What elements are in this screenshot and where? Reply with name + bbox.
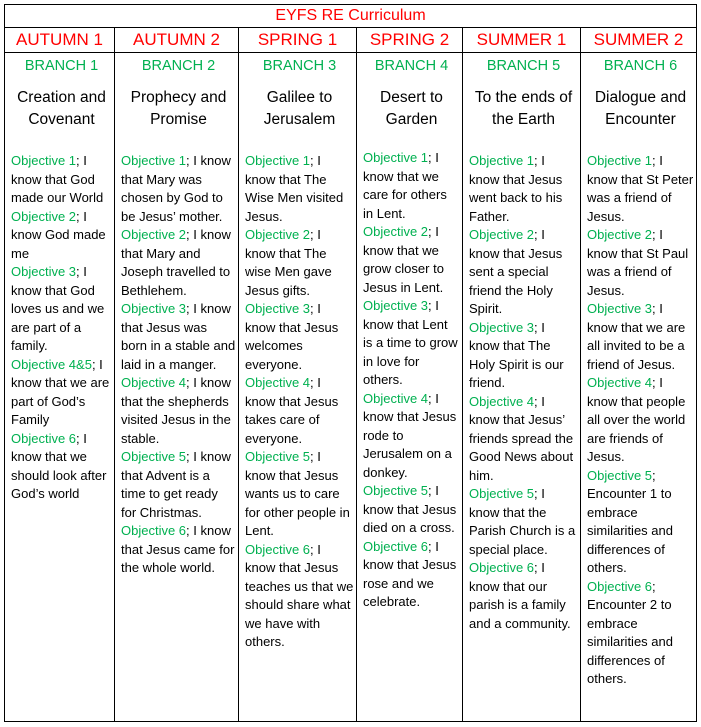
theme-title: Galilee to Jerusalem bbox=[263, 89, 336, 128]
objective-text: ; I know that people all over the world are friends of Jesus. bbox=[587, 375, 686, 464]
objective-label: Objective 6 bbox=[11, 430, 77, 446]
objective-item bbox=[587, 374, 694, 467]
objective-text: ; I know that Jesus died on a cross. bbox=[363, 483, 457, 535]
objective-text: ; I know that Mary and Joseph travelled to Bethlehem. bbox=[121, 227, 231, 298]
term-header: SPRING 1 bbox=[239, 28, 357, 53]
term-column bbox=[5, 53, 115, 722]
objective-item bbox=[469, 226, 578, 319]
objective-item bbox=[245, 226, 354, 300]
objective-text: ; I know that Jesus wants us to care for other people in Lent. bbox=[245, 449, 350, 538]
objective-label: Objective 1 bbox=[587, 153, 653, 168]
objective-label: Objective 3 bbox=[587, 301, 653, 316]
objective-text: ; I know that the Parish Church is a special place. bbox=[469, 486, 576, 557]
objective-item bbox=[245, 300, 354, 374]
curriculum-table bbox=[4, 4, 697, 722]
objective-text: ; I know that Jesus went back to his Father. bbox=[469, 153, 563, 224]
objectives-list bbox=[469, 152, 578, 633]
objective-item bbox=[587, 152, 694, 226]
objective-label: Objective 3 bbox=[121, 301, 187, 316]
objective-label: Objective 1 bbox=[11, 153, 77, 168]
objective-label: Objective 5 bbox=[469, 486, 535, 501]
objective-item bbox=[121, 448, 236, 522]
objective-label: Objective 2 bbox=[363, 224, 429, 239]
objective-item bbox=[587, 226, 694, 300]
objective-text: ; I know that Jesus was born in a stable and laid in a manger. bbox=[121, 301, 236, 372]
objective-item bbox=[363, 297, 460, 390]
objective-label: Objective 4 bbox=[469, 393, 535, 409]
objective-item bbox=[363, 482, 460, 538]
curriculum-document bbox=[4, 4, 696, 722]
objective-label: Objective 5 bbox=[121, 449, 187, 464]
objective-item bbox=[363, 538, 460, 612]
objective-item bbox=[121, 300, 236, 374]
branch-label: BRANCH 4 bbox=[374, 58, 449, 74]
term-header: SPRING 2 bbox=[357, 28, 463, 53]
objective-label: Objective 3 bbox=[363, 298, 429, 313]
objective-label: Objective 2 bbox=[121, 227, 187, 242]
objective-text: ; I know that St Peter was a friend of Jesus. bbox=[587, 153, 694, 224]
objective-text: ; I know God made me bbox=[11, 208, 106, 261]
objectives-list bbox=[363, 149, 460, 612]
objective-item bbox=[587, 578, 694, 689]
objective-text: ; I know that God loves us and we are part of a family. bbox=[11, 264, 105, 353]
branch-label: BRANCH 2 bbox=[141, 58, 216, 74]
objective-text: ; I know that we grow closer to Jesus in Lent. bbox=[363, 224, 444, 295]
objective-item bbox=[469, 393, 578, 486]
objective-item bbox=[121, 522, 236, 578]
objective-item bbox=[363, 390, 460, 483]
objective-text: ; I know that The wise Men gave Jesus gifts. bbox=[245, 227, 332, 298]
objectives-list bbox=[245, 152, 354, 652]
objective-label: Objective 6 bbox=[245, 541, 311, 557]
objective-text: ; I know that we should look after God’s world bbox=[11, 430, 107, 501]
branch-label: BRANCH 1 bbox=[24, 58, 99, 74]
objective-item bbox=[363, 149, 460, 223]
content-row bbox=[5, 53, 697, 722]
objective-label: Objective 1 bbox=[245, 153, 311, 168]
objective-text: ; Encounter 1 to embrace similarities and differences of others. bbox=[587, 467, 673, 575]
objective-item bbox=[245, 541, 354, 652]
term-header: SUMMER 2 bbox=[581, 28, 697, 53]
objective-item bbox=[11, 208, 112, 264]
objective-text: ; I know that God made our World bbox=[11, 153, 104, 205]
objective-item bbox=[11, 430, 112, 504]
objective-item bbox=[121, 374, 236, 448]
objective-label: Objective 1 bbox=[469, 153, 535, 168]
term-column bbox=[463, 53, 581, 722]
objective-text: ; I know that Jesus’ friends spread the Good News about him. bbox=[469, 393, 574, 483]
objective-label: Objective 2 bbox=[587, 227, 653, 242]
objective-item bbox=[469, 559, 578, 633]
objective-item bbox=[469, 485, 578, 559]
objectives-list bbox=[11, 152, 112, 504]
objective-label: Objective 4&5 bbox=[11, 356, 92, 372]
objective-label: Objective 4 bbox=[363, 390, 429, 406]
theme-title: Prophecy and Promise bbox=[130, 89, 227, 128]
objective-text: ; I know that Jesus rode to Jerusalem on a donkey. bbox=[363, 390, 457, 480]
objective-text: ; I know that Jesus came for the whole world. bbox=[121, 523, 235, 575]
objective-text: ; I know that Jesus rose and we celebrate. bbox=[363, 538, 457, 609]
objective-label: Objective 4 bbox=[121, 375, 187, 390]
objective-label: Objective 1 bbox=[363, 150, 429, 165]
term-header: SUMMER 1 bbox=[463, 28, 581, 53]
objective-text: ; I know that Jesus sent a special friend the Holy Spirit. bbox=[469, 227, 563, 316]
objective-text: ; I know that we are part of God’s Family bbox=[11, 356, 110, 427]
objective-text: ; I know that The Holy Spirit is our friend. bbox=[469, 319, 564, 390]
objective-item bbox=[587, 300, 694, 374]
objective-label: Objective 2 bbox=[11, 208, 77, 224]
objective-text: ; I know that we are all invited to be a friend of Jesus. bbox=[587, 301, 686, 372]
objective-text: ; I know that The Wise Men visited Jesus. bbox=[245, 153, 344, 224]
objective-text: ; I know that Jesus takes care of everyone. bbox=[245, 375, 339, 446]
objective-label: Objective 5 bbox=[587, 467, 653, 483]
objective-label: Objective 2 bbox=[469, 227, 535, 242]
objective-text: ; I know that Jesus welcomes everyone. bbox=[245, 301, 339, 372]
theme-title: To the ends of the Earth bbox=[474, 89, 573, 128]
objective-label: Objective 2 bbox=[245, 227, 311, 242]
objective-text: ; I know that Advent is a time to get ready for Christmas. bbox=[121, 449, 231, 520]
objective-item bbox=[11, 152, 112, 208]
objective-item bbox=[469, 319, 578, 393]
objective-item bbox=[363, 223, 460, 297]
objective-label: Objective 3 bbox=[245, 301, 311, 316]
objectives-list bbox=[587, 152, 694, 689]
objective-text: ; I know that St Paul was a friend of Jesus. bbox=[587, 227, 689, 298]
objective-text: ; I know that Jesus teaches us that we should share what we have with others. bbox=[245, 541, 354, 649]
objective-item bbox=[469, 152, 578, 226]
branch-label: BRANCH 5 bbox=[486, 58, 561, 74]
objective-item bbox=[121, 152, 236, 226]
objective-label: Objective 3 bbox=[11, 264, 77, 279]
title-row bbox=[5, 5, 697, 28]
objectives-list bbox=[121, 152, 236, 578]
objective-item bbox=[245, 374, 354, 448]
objective-label: Objective 5 bbox=[245, 449, 311, 464]
objective-text: ; I know that Lent is a time to grow in love for others. bbox=[363, 298, 458, 387]
objective-item bbox=[587, 467, 694, 578]
term-column bbox=[581, 53, 697, 722]
objective-text: ; I know that our parish is a family and a community. bbox=[469, 560, 571, 631]
term-column bbox=[115, 53, 239, 722]
table-title: EYFS RE Curriculum bbox=[5, 5, 697, 28]
theme-title: Desert to Garden bbox=[380, 89, 443, 128]
objective-label: Objective 4 bbox=[587, 375, 653, 390]
objective-text: ; I know that the shepherds visited Jesus in the stable. bbox=[121, 375, 231, 446]
term-column bbox=[239, 53, 357, 722]
objective-label: Objective 3 bbox=[469, 319, 535, 335]
theme-title: Dialogue and Encounter bbox=[594, 89, 687, 128]
objective-item bbox=[11, 356, 112, 430]
objective-label: Objective 6 bbox=[363, 538, 429, 554]
branch-label: BRANCH 6 bbox=[603, 58, 678, 74]
term-header: AUTUMN 2 bbox=[115, 28, 239, 53]
objective-label: Objective 5 bbox=[363, 483, 429, 498]
objective-label: Objective 1 bbox=[121, 153, 187, 168]
objective-label: Objective 6 bbox=[469, 560, 535, 575]
objective-text: ; I know that we care for others in Lent. bbox=[363, 150, 447, 221]
theme-title: Creation and Covenant bbox=[17, 89, 106, 128]
term-row bbox=[5, 28, 697, 53]
objective-text: ; Encounter 2 to embrace similarities and differences of others. bbox=[587, 578, 673, 686]
objective-text: ; I know that Mary was chosen by God to be Jesus’ mother. bbox=[121, 153, 231, 224]
objective-label: Objective 6 bbox=[587, 578, 653, 594]
term-column bbox=[357, 53, 463, 722]
objective-item bbox=[11, 263, 112, 356]
objective-item bbox=[245, 448, 354, 541]
objective-label: Objective 4 bbox=[245, 375, 311, 390]
objective-label: Objective 6 bbox=[121, 523, 187, 538]
term-header: AUTUMN 1 bbox=[5, 28, 115, 53]
objective-item bbox=[245, 152, 354, 226]
objective-item bbox=[121, 226, 236, 300]
branch-label: BRANCH 3 bbox=[262, 58, 337, 74]
